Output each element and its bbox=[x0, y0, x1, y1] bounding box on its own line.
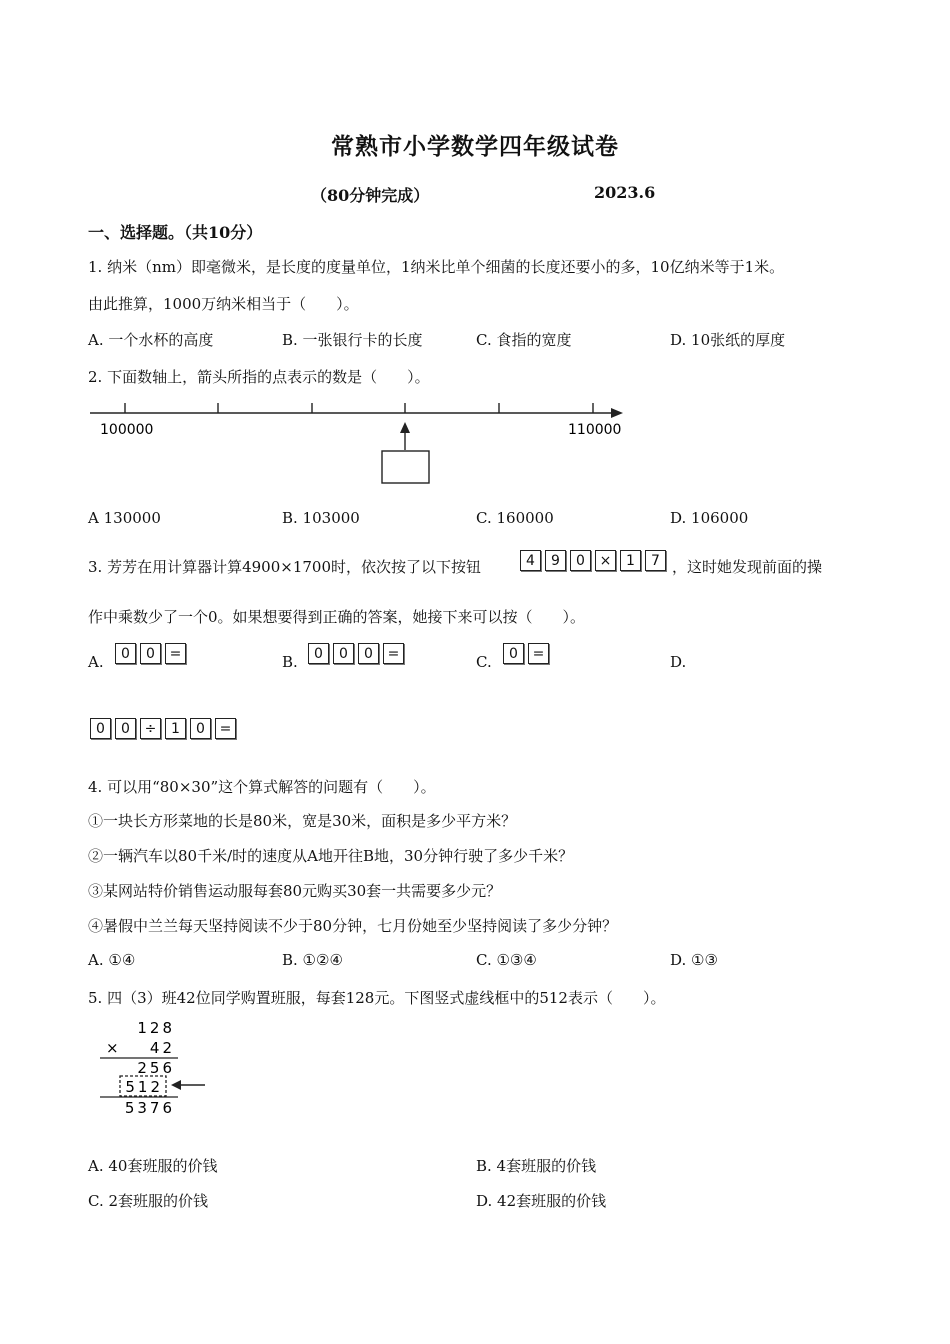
pressed-keys bbox=[520, 550, 666, 571]
q5-option-d[interactable]: D. 42套班服的价钱 bbox=[476, 1192, 607, 1210]
final-product: 5376 bbox=[124, 1099, 175, 1117]
duration-note: （80分钟完成） bbox=[311, 186, 430, 205]
q3-option-a-keys[interactable] bbox=[115, 643, 186, 664]
q3-option-d-label[interactable]: D. bbox=[670, 653, 687, 671]
calculator-key: 0 bbox=[308, 643, 329, 664]
q1-option-d[interactable]: D. 10张纸的厚度 bbox=[670, 331, 786, 349]
q3-option-c-keys[interactable] bbox=[503, 643, 549, 664]
calculator-key: = bbox=[383, 643, 404, 664]
calculator-key: 4 bbox=[520, 550, 541, 571]
calculator-key: 1 bbox=[620, 550, 641, 571]
q5-option-c[interactable]: C. 2套班服的价钱 bbox=[88, 1192, 209, 1210]
q1-text-line1: 1. 纳米（nm）即毫微米，是长度的度量单位，1纳米比单个细菌的长度还要小的多，10亿纳米等于1米。 bbox=[88, 258, 785, 276]
q1-option-a[interactable]: A. 一个水杯的高度 bbox=[88, 331, 214, 349]
q2-option-a[interactable]: A 130000 bbox=[88, 509, 161, 527]
times-sign: × bbox=[106, 1039, 119, 1057]
partial-product-2: 512 bbox=[125, 1078, 163, 1096]
q1-text-line2: 由此推算，1000万纳米相当于（ ）。 bbox=[88, 295, 359, 313]
calculator-key: × bbox=[595, 550, 616, 571]
number-line-arrowhead bbox=[611, 408, 623, 418]
q5-text: 5. 四（3）班42位同学购置班服，每套128元。下图竖式虚线框中的512表示（ ）。 bbox=[88, 989, 666, 1007]
q4-option-d[interactable]: D. ①③ bbox=[670, 951, 718, 969]
q3-option-a-label[interactable]: A. bbox=[88, 653, 104, 671]
q1-option-c[interactable]: C. 食指的宽度 bbox=[476, 331, 572, 349]
q4-option-a[interactable]: A. ①④ bbox=[88, 951, 136, 969]
q4-item-4: ④暑假中兰兰每天坚持阅读不少于80分钟，七月份她至少坚持阅读了多少分钟？ bbox=[88, 917, 618, 935]
q3-option-b-label[interactable]: B. bbox=[282, 653, 298, 671]
partial-product-1: 256 bbox=[137, 1059, 175, 1077]
calculator-key: 0 bbox=[358, 643, 379, 664]
calculator-key: = bbox=[165, 643, 186, 664]
q2-text: 2. 下面数轴上，箭头所指的点表示的数是（ ）。 bbox=[88, 368, 430, 386]
calculator-key: 7 bbox=[645, 550, 666, 571]
calculator-key: 0 bbox=[115, 643, 136, 664]
q2-option-c[interactable]: C. 160000 bbox=[476, 509, 554, 527]
q2-option-d[interactable]: D. 106000 bbox=[670, 509, 749, 527]
q4-option-b[interactable]: B. ①②④ bbox=[282, 951, 343, 969]
calculator-key: 0 bbox=[503, 643, 524, 664]
calculator-key: 1 bbox=[165, 718, 186, 739]
axis-start-label: 100000 bbox=[100, 422, 154, 438]
calculator-key: 9 bbox=[545, 550, 566, 571]
number-line-figure bbox=[85, 398, 630, 490]
q5-option-a[interactable]: A. 40套班服的价钱 bbox=[88, 1157, 218, 1175]
calculator-key: 0 bbox=[115, 718, 136, 739]
calculator-key: 0 bbox=[140, 643, 161, 664]
q3-option-c-label[interactable]: C. bbox=[476, 653, 492, 671]
q4-text: 4. 可以用“80×30”这个算式解答的问题有（ ）。 bbox=[88, 778, 436, 796]
calculator-key: ÷ bbox=[140, 718, 161, 739]
answer-box bbox=[382, 451, 429, 483]
page-title: 常熟市小学数学四年级试卷 bbox=[331, 133, 619, 160]
q2-option-b[interactable]: B. 103000 bbox=[282, 509, 360, 527]
pointer-arrow-head bbox=[400, 422, 410, 433]
q3-option-b-keys[interactable] bbox=[308, 643, 404, 664]
calculator-key: 0 bbox=[90, 718, 111, 739]
calculator-key: = bbox=[528, 643, 549, 664]
calculator-key: = bbox=[215, 718, 236, 739]
q3-option-d-keys[interactable] bbox=[90, 718, 236, 739]
q4-item-3: ③某网站特价销售运动服每套80元购买30套一共需要多少元？ bbox=[88, 882, 502, 900]
multiplier: 42 bbox=[149, 1039, 175, 1057]
section-heading: 一、选择题。（共10分） bbox=[88, 223, 263, 242]
calculator-key: 0 bbox=[333, 643, 354, 664]
q3-text-line2: 作中乘数少了一个0。如果想要得到正确的答案，她接下来可以按（ ）。 bbox=[88, 608, 586, 626]
multiplicand: 128 bbox=[137, 1019, 175, 1037]
calculator-key: 0 bbox=[570, 550, 591, 571]
q3-text-line1b: ，这时她发现前面的操 bbox=[672, 558, 823, 576]
exam-date: 2023.6 bbox=[594, 183, 656, 202]
q4-item-2: ②一辆汽车以80千米/时的速度从A地开往B地，30分钟行驶了多少千米？ bbox=[88, 847, 574, 865]
calculator-key: 0 bbox=[190, 718, 211, 739]
axis-end-label: 110000 bbox=[568, 422, 622, 438]
q3-text-line1a: 3. 芳芳在用计算器计算4900×1700时，依次按了以下按钮 bbox=[88, 558, 481, 576]
q1-option-b[interactable]: B. 一张银行卡的长度 bbox=[282, 331, 423, 349]
q4-item-1: ①一块长方形菜地的长是80米，宽是30米，面积是多少平方米？ bbox=[88, 812, 517, 830]
q5-option-b[interactable]: B. 4套班服的价钱 bbox=[476, 1157, 597, 1175]
vertical-multiplication-figure bbox=[95, 1015, 215, 1119]
q4-option-c[interactable]: C. ①③④ bbox=[476, 951, 537, 969]
pointer-arrow-head bbox=[171, 1080, 181, 1090]
